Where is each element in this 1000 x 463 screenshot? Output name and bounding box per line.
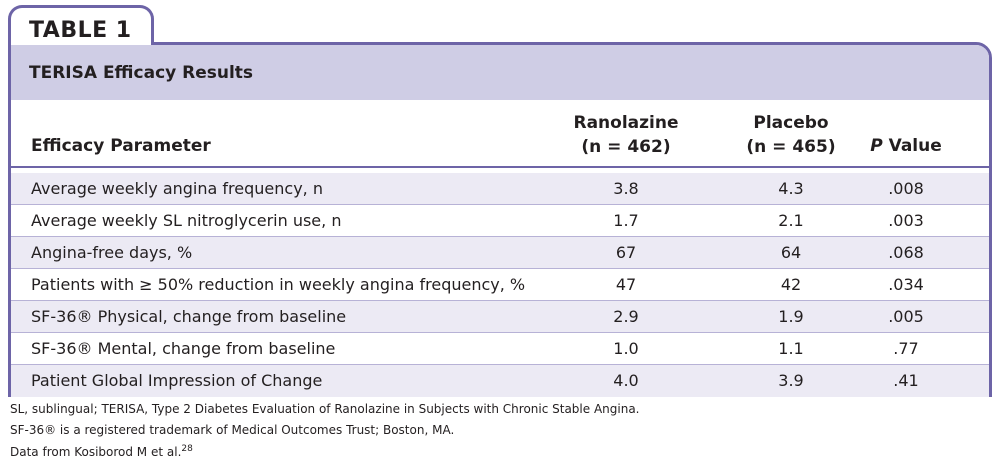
cell-p-value: .005 — [888, 307, 924, 326]
footnote-abbreviations: SL, sublingual; TERISA, Type 2 Diabetes Evaluation of Ranolazine in Subjects with Chronic Stable Angina. — [10, 402, 640, 416]
cell-ranolazine: 1.7 — [613, 211, 639, 230]
cell-parameter: Patients with ≥ 50% reduction in weekly angina frequency, % — [31, 275, 526, 294]
title-band — [11, 45, 989, 100]
table-row — [11, 301, 989, 333]
table-row — [11, 333, 989, 365]
cell-ranolazine: 47 — [615, 275, 637, 294]
header-placebo-name: Placebo — [753, 113, 829, 133]
cell-ranolazine: 1.0 — [613, 339, 639, 358]
cell-parameter: Angina-free days, % — [31, 243, 193, 262]
header-p-word: Value — [888, 136, 942, 156]
cell-p-value: .008 — [888, 179, 924, 198]
table-row — [11, 205, 989, 237]
cell-ranolazine: 4.0 — [613, 371, 639, 390]
cell-placebo: 64 — [780, 243, 802, 262]
header-ranolazine — [536, 111, 716, 159]
header-ranolazine-n: (n = 462) — [581, 137, 671, 157]
header-ranolazine-name: Ranolazine — [573, 113, 679, 133]
cell-placebo: 3.9 — [778, 371, 804, 390]
table-tab — [8, 5, 154, 45]
header-divider — [11, 166, 989, 168]
cell-p-value: .068 — [888, 243, 924, 262]
footnote-source-text: Data from Kosiborod M et al. — [10, 445, 182, 459]
table-frame — [8, 42, 992, 397]
cell-p-value: .41 — [893, 371, 919, 390]
cell-ranolazine: 2.9 — [613, 307, 639, 326]
cell-placebo: 42 — [780, 275, 802, 294]
cell-placebo: 2.1 — [778, 211, 804, 230]
cell-placebo: 1.1 — [778, 339, 804, 358]
cell-parameter: Average weekly SL nitroglycerin use, n — [31, 211, 342, 230]
cell-placebo: 1.9 — [778, 307, 804, 326]
cell-p-value: .003 — [888, 211, 924, 230]
header-p-letter: P — [870, 136, 883, 156]
table-number-label: TABLE 1 — [29, 18, 132, 43]
cell-p-value: .77 — [893, 339, 919, 358]
cell-ranolazine: 3.8 — [613, 179, 639, 198]
cell-p-value: .034 — [888, 275, 924, 294]
cell-parameter: SF-36® Physical, change from baseline — [31, 307, 347, 326]
footnote-source-ref: 28 — [181, 444, 193, 454]
header-placebo-n: (n = 465) — [746, 137, 836, 157]
table-row — [11, 269, 989, 301]
table-row — [11, 365, 989, 397]
footnote-source — [10, 444, 193, 459]
table-title: TERISA Efficacy Results — [29, 63, 254, 83]
cell-parameter: SF-36® Mental, change from baseline — [31, 339, 336, 358]
footnote-trademark: SF-36® is a registered trademark of Medical Outcomes Trust; Boston, MA. — [10, 423, 455, 437]
table-row — [11, 237, 989, 269]
cell-ranolazine: 67 — [615, 243, 637, 262]
header-p-value — [831, 134, 981, 158]
cell-parameter: Average weekly angina frequency, n — [31, 179, 323, 198]
header-efficacy-parameter: Efficacy Parameter — [31, 136, 211, 156]
cell-placebo: 4.3 — [778, 179, 804, 198]
cell-parameter: Patient Global Impression of Change — [31, 371, 323, 390]
table-row — [11, 173, 989, 205]
